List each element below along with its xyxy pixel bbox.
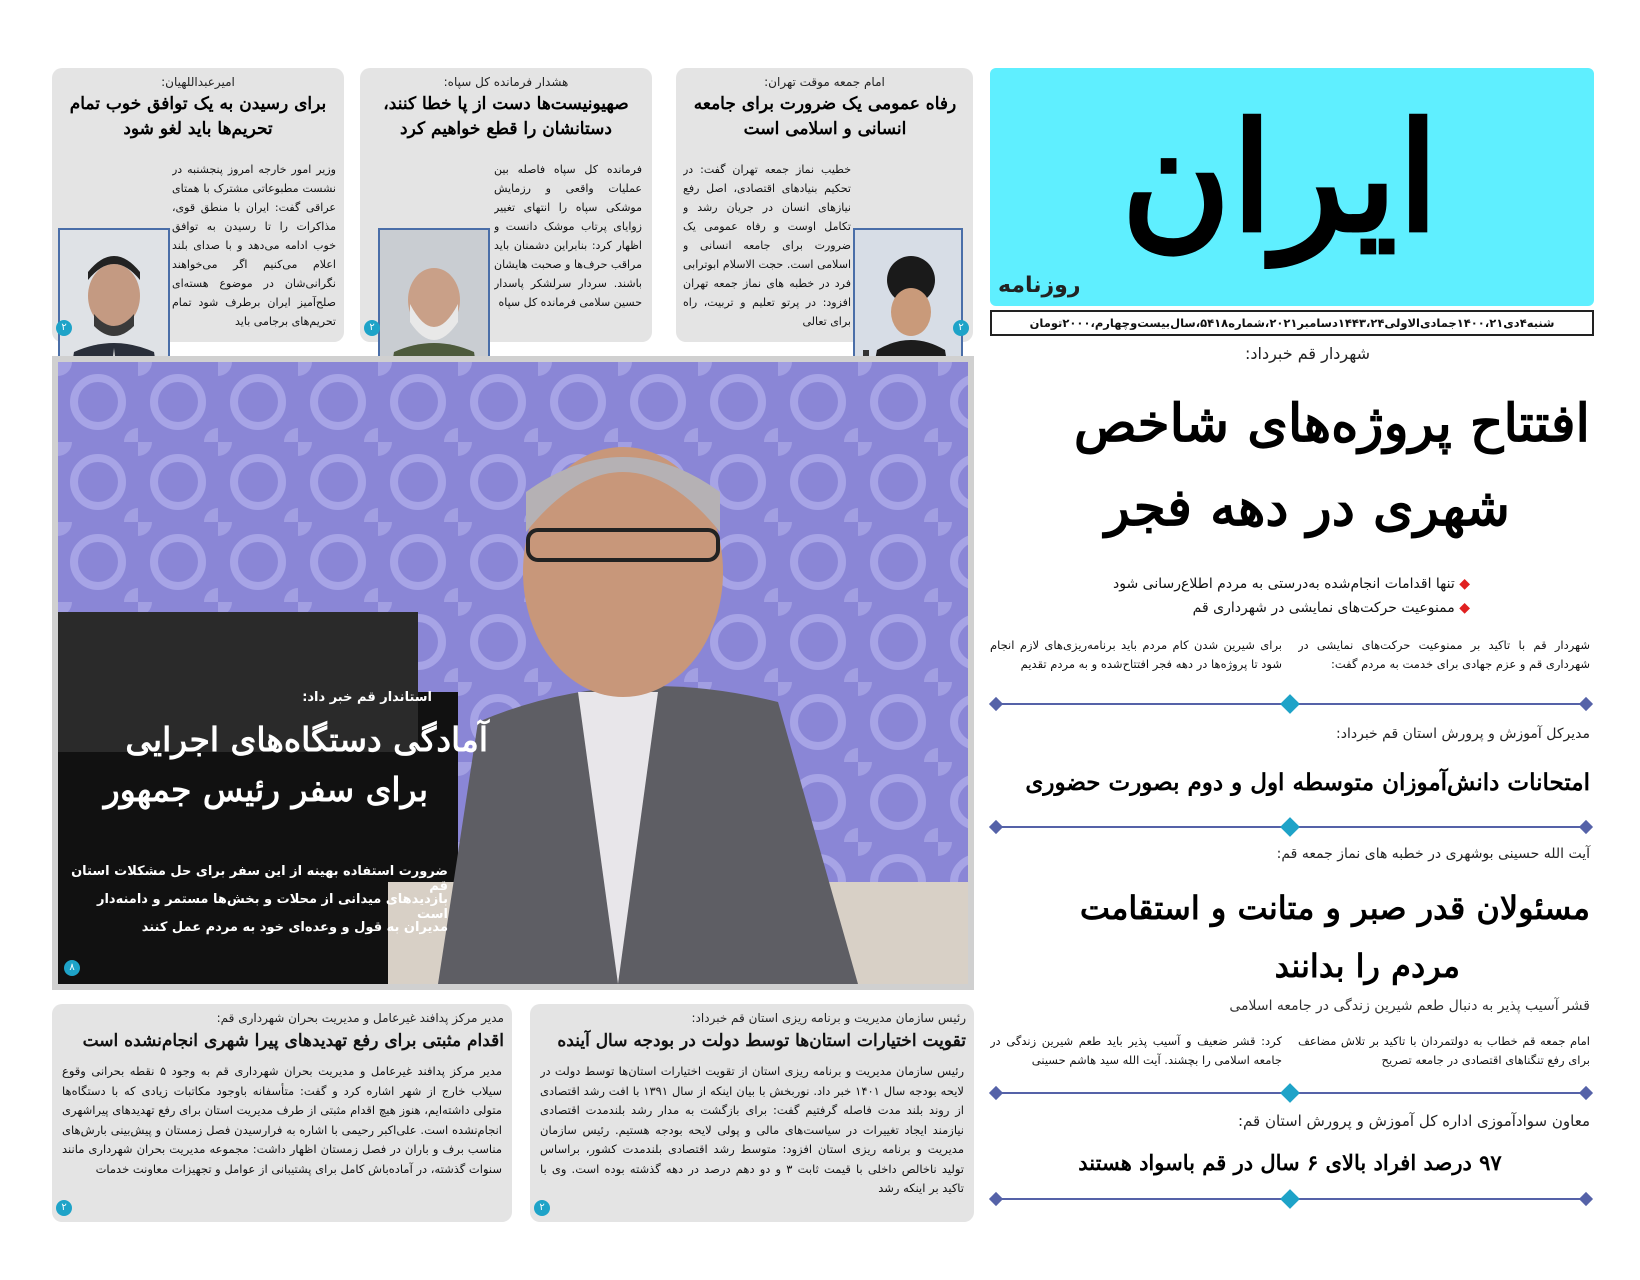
top-story-3[interactable] [52, 68, 344, 342]
rule-end-diamond [989, 697, 1003, 711]
main-story-bullet-1-text: تنها اقدامات انجام‌شده به‌درستی به مردم اطلاع‌رسانی شود [1113, 576, 1455, 592]
budget-story-headline: تقویت اختیارات استان‌ها توسط دولت در بودجه سال آینده [557, 1031, 966, 1051]
rule-end-diamond [989, 1192, 1003, 1206]
edu-story-page-badge[interactable] [1280, 817, 1300, 837]
photo-story-body-line1: ضرورت استفاده بهینه از این سفر برای حل مشکلات استان قم [71, 864, 448, 894]
top-story-2-body: فرمانده کل سپاه فاصله بین عملیات واقعی و رزمایش موشکی سپاه را انتهای تغییر زوایای پرتاب موشک دانست و اظهار کرد: بنابراین دشمنان باید مراقب حرف‌ها و صحبت هایشان باشند. سردار سرلشکر پاسدار حسین سلامی فرمانده کل سپاه [494, 163, 642, 309]
literacy-story-kicker: معاون سوادآموزی اداره کل آموزش و پرورش استان قم: [1237, 1112, 1590, 1130]
literacy-story-page-badge[interactable] [1280, 1189, 1300, 1209]
defense-story-body: مدیر مرکز پدافند غیرعامل و مدیریت بحران شهرداری قم به وجود ۵ نقطه بحرانی وقوع سیلاب خارج از شهر اشاره کرد و گفت: متأسفانه باوجود مکاتبات زیادی که با دستگاه‌ها متولی داشته‌ایم، هنوز هیچ اقدام مثبتی از طرف مدیریت استان برای رفع تهدیدهای پیراشهری انجام‌نشده است. علی‌اکبر رحیمی با اشاره به فرارسیدن فصل زمستان و پیش‌بینی بارش‌های مناسب برف و باران در فصل زمستان اظهار داشت: مجموعه مدیریت بحران شهرداری مانند سنوات گذشته، در آماده‌باش کامل برای پشتیبانی از عوامل و تجهیزات معاونت خدمات [62, 1064, 502, 1176]
photo-story-body-line3: مدیران به قول و وعده‌ای خود به مردم عمل کنند [141, 920, 448, 935]
masthead-subtitle: روزنامه [998, 273, 1081, 298]
top-story-3-body: وزیر امور خارجه امروز پنجشنبه در نشست مطبوعاتی مشترک با همتای عراقی گفت: ایران با منطق قوی، مذاکرات را تا رسیدن به توافق خوب ادامه می‌دهد و با صدای بلند اعلام می‌کنیم اگر می‌خواهند نگرانی‌شان در موضوع هسته‌ای صلح‌آمیز ایران برطرف شود تمام تحریم‌های برجامی باید [172, 163, 336, 328]
main-story-body-left: برای شیرین شدن کام مردم باید برنامه‌ریزی‌های لازم انجام شود تا پروژه‌ها در دهه فجر افتتاح‌شده و به مردم تقدیم [990, 638, 1282, 671]
defense-story-kicker: مدیر مرکز پدافند غیرعامل و مدیریت بحران شهرداری قم: [216, 1011, 504, 1025]
top-story-1-kicker: امام جمعه موقت تهران: [764, 75, 885, 89]
photo-story-headline-line1: آمادگی دستگاه‌های اجرایی [125, 720, 488, 759]
rule-end-diamond [989, 820, 1003, 834]
friday-story-headline-line2: مردم را بدانند [1274, 947, 1460, 985]
bullet-icon: ◆ [1459, 576, 1470, 592]
main-story-body-right: شهردار قم با تاکید بر ممنوعیت حرکت‌های نمایشی در شهرداری قم و عزم جهادی برای خدمت به مردم گفت: [1298, 638, 1590, 671]
budget-story-body: رئیس سازمان مدیریت و برنامه ریزی استان از تقویت اختیارات استان‌ها توسط دولت در لایحه بودجه سال ۱۴۰۱ خبر داد. نوربخش با بیان اینکه از سال ۱۳۹۱ با افت رشد اقتصادی از روند بلند مدت فاصله گرفتیم گفت: برای بازگشت به مدار رشد بلندمدت اقتصادی نیازمند ایجاد تغییرات در سیاست‌های مالی و پولی لایحه بودجه هستیم. رئیس سازمان مدیریت و برنامه ریزی استان افزود: متوسط رشد اقتصادی بلندمدت کشور، براساس تولید ناخالص داخلی با قیمت ثابت ۳ و دو دهم درصد در دهه گذشته بوده است. وی با تاکید بر اینکه رشد [540, 1064, 964, 1195]
masthead [990, 68, 1594, 306]
photo-story-page-badge[interactable]: ۸ [64, 960, 80, 976]
top-story-2-page-badge[interactable]: ۲ [364, 320, 380, 336]
top-story-1-body: خطیب نماز جمعه تهران گفت: در تحکیم بنیادهای اقتصادی، اصل رفع نیازهای انسان در جریان رشد و تکامل اوست و رفاه عمومی یک ضرورت برای جامعه انسانی و اسلامی است. حجت الاسلام ابوترابی فرد در خطبه های نماز جمعه تهران افزود: در پرتو تعلیم و تربیت، راه برای تعالی [683, 163, 851, 328]
top-story-2-kicker: هشدار فرمانده کل سپاه: [443, 75, 569, 89]
masthead-dateline: شنبه۴دی۱۴۰۰،۲۱جمادی‌الاولی۱۴۴۳،۲۴دسامبر۲۰۲۱،شماره۵۴۱۸،سال‌بیست‌وچهارم،۲۰۰۰تومان [990, 310, 1594, 336]
top-story-2[interactable] [360, 68, 652, 342]
rule-end-diamond [1579, 1086, 1593, 1100]
main-story-kicker: شهردار قم خبرداد: [1244, 344, 1370, 363]
top-story-1[interactable] [676, 68, 973, 342]
main-story-headline-line1: افتتاح پروژه‌های شاخص [1073, 393, 1590, 454]
edu-story-kicker: مدیرکل آموزش و پرورش استان قم خبرداد: [1336, 726, 1590, 742]
top-story-3-page-badge[interactable]: ۲ [56, 320, 72, 336]
masthead-logo: ایران [1120, 90, 1440, 266]
defense-story-page-badge[interactable]: ۲ [56, 1200, 72, 1216]
friday-story-subhead: قشر آسیب‌ پذیر به دنبال طعم شیرین زندگی در جامعه اسلامی [1229, 998, 1590, 1014]
top-story-3-kicker: امیرعبداللهیان: [161, 75, 235, 89]
budget-story[interactable] [530, 1004, 974, 1222]
main-story-headline-line2: شهری در دهه فجر [1104, 477, 1510, 538]
main-story-bullet-2 [990, 600, 1470, 616]
bullet-icon: ◆ [1459, 600, 1470, 616]
top-story-1-headline: رفاه عمومی یک ضرورت برای جامعه انسانی و اسلامی است [693, 94, 957, 139]
photo-story-kicker: استاندار قم خبر داد: [302, 690, 432, 705]
main-story-page-badge[interactable] [1280, 694, 1300, 714]
main-story-bullet-2-text: ممنوعیت حرکت‌های نمایشی در شهرداری قم [1192, 600, 1455, 616]
photo-story[interactable] [52, 356, 974, 990]
top-story-2-headline: صهیونیست‌ها دست از پا خطا کنند، دستانشان را قطع خواهیم کرد [383, 94, 629, 139]
top-story-1-page-badge[interactable]: ۲ [953, 320, 969, 336]
main-story-bullet-1 [990, 576, 1470, 592]
rule-end-diamond [1579, 820, 1593, 834]
literacy-story-headline: ۹۷ درصد افراد بالای ۶ سال در قم باسواد هستند [1078, 1150, 1502, 1175]
friday-story-body-left: کرد: قشر ضعیف و آسیب پذیر باید طعم شیرین زندگی در جامعه اسلامی را بچشند. آیت الله سید هاشم حسینی [990, 1034, 1282, 1067]
budget-story-page-badge[interactable]: ۲ [534, 1200, 550, 1216]
budget-story-kicker: رئیس سازمان مدیریت و برنامه ریزی استان قم خبرداد: [691, 1011, 966, 1025]
friday-story-kicker: آیت الله حسینی بوشهری در خطبه های نماز جمعه قم: [1276, 846, 1590, 862]
rule-end-diamond [989, 1086, 1003, 1100]
friday-story-body-right: امام جمعه قم خطاب به دولتمردان با تاکید بر تلاش مضاعف برای رفع تنگناهای اقتصادی در جامعه تصریح [1298, 1034, 1590, 1067]
photo-story-headline-line2: برای سفر رئیس جمهور [103, 770, 428, 809]
top-story-3-headline: برای رسیدن به یک توافق خوب تمام تحریم‌ها باید لغو شود [69, 94, 327, 139]
defense-story-headline: اقدام مثبتی برای رفع تهدیدهای پیرا شهری انجام‌نشده است [82, 1031, 504, 1051]
friday-story-headline-line1: مسئولان قدر صبر و متانت و استقامت [1079, 889, 1590, 927]
friday-story-page-badge[interactable] [1280, 1083, 1300, 1103]
rule-end-diamond [1579, 1192, 1593, 1206]
edu-story-headline: امتحانات دانش‌آموزان متوسطه اول و دوم بصورت حضوری [1025, 769, 1590, 796]
rule-end-diamond [1579, 697, 1593, 711]
defense-story[interactable] [52, 1004, 512, 1222]
photo-story-body-line2: بازدیدهای میدانی از محلات و بخش‌ها مستمر و دامنه‌دار است [96, 892, 448, 922]
